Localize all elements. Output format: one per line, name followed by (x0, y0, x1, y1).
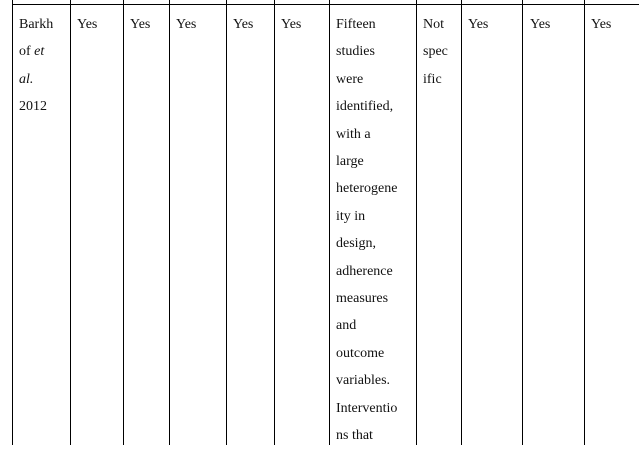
cell-col-2 (130, 11, 150, 38)
findings-line-11: measures (336, 291, 389, 307)
cell-col-3 (176, 11, 196, 38)
col-border-1 (70, 0, 71, 445)
cell-col-10 (591, 11, 611, 38)
findings-line-13: outcome (336, 345, 385, 361)
findings-word-in: in (354, 208, 366, 224)
col-border-4 (226, 0, 227, 445)
study-word-of: of (19, 44, 31, 60)
findings-word-a: a (364, 126, 371, 142)
findings-word-that: that (351, 428, 373, 444)
col-2-value: Yes (130, 17, 151, 32)
findings-line-14: variables. (336, 373, 391, 389)
findings-word-with: with (336, 126, 361, 142)
study-line-3: al. (19, 71, 34, 87)
col-3-value: Yes (176, 17, 197, 32)
col-border-6 (329, 0, 330, 445)
col-border-10 (584, 0, 585, 445)
col-border-2 (123, 0, 124, 445)
findings-line-15: Interventio (336, 400, 398, 416)
col-border-7 (416, 0, 417, 445)
col-4-value: Yes (233, 17, 254, 32)
findings-line-2: studies (336, 44, 375, 60)
findings-line-7: heterogene (336, 181, 398, 197)
study-line-1: Barkh (19, 17, 54, 32)
col-border-3 (169, 0, 170, 445)
findings-line-9: design, (336, 236, 377, 252)
cell-col-4 (233, 11, 253, 38)
col-7-line-3: ific (423, 71, 442, 87)
findings-line-10: adherence (336, 263, 393, 279)
cell-col-8 (468, 11, 488, 38)
cell-study (19, 11, 64, 121)
findings-line-16 (336, 422, 409, 449)
col-5-value: Yes (281, 17, 302, 32)
table-top-border (12, 4, 639, 5)
cell-findings (336, 11, 409, 450)
col-9-value: Yes (530, 17, 551, 32)
cell-col-9 (530, 11, 550, 38)
study-line-4: 2012 (19, 99, 47, 115)
findings-word-ns: ns (336, 428, 349, 444)
col-border-5 (274, 0, 275, 445)
findings-word-ity: ity (336, 208, 351, 224)
col-10-value: Yes (591, 17, 612, 32)
findings-line-12: and (336, 318, 357, 334)
col-border-0 (12, 0, 13, 445)
col-7-line-1: Not (423, 17, 444, 32)
col-border-9 (522, 0, 523, 445)
col-1-value: Yes (77, 17, 98, 32)
findings-line-8 (336, 203, 409, 230)
findings-line-5 (336, 121, 409, 148)
study-word-et: et (34, 44, 45, 60)
cell-col-7 (423, 11, 448, 93)
col-border-8 (461, 0, 462, 445)
findings-line-6: large (336, 154, 364, 170)
cell-col-1 (77, 11, 97, 38)
col-7-line-2: spec (423, 44, 448, 60)
col-8-value: Yes (468, 17, 489, 32)
cell-col-5 (281, 11, 301, 38)
study-line-2 (19, 38, 64, 65)
findings-line-3: were (336, 71, 364, 87)
findings-line-4: identified, (336, 99, 394, 115)
findings-line-1: Fifteen (336, 17, 376, 32)
